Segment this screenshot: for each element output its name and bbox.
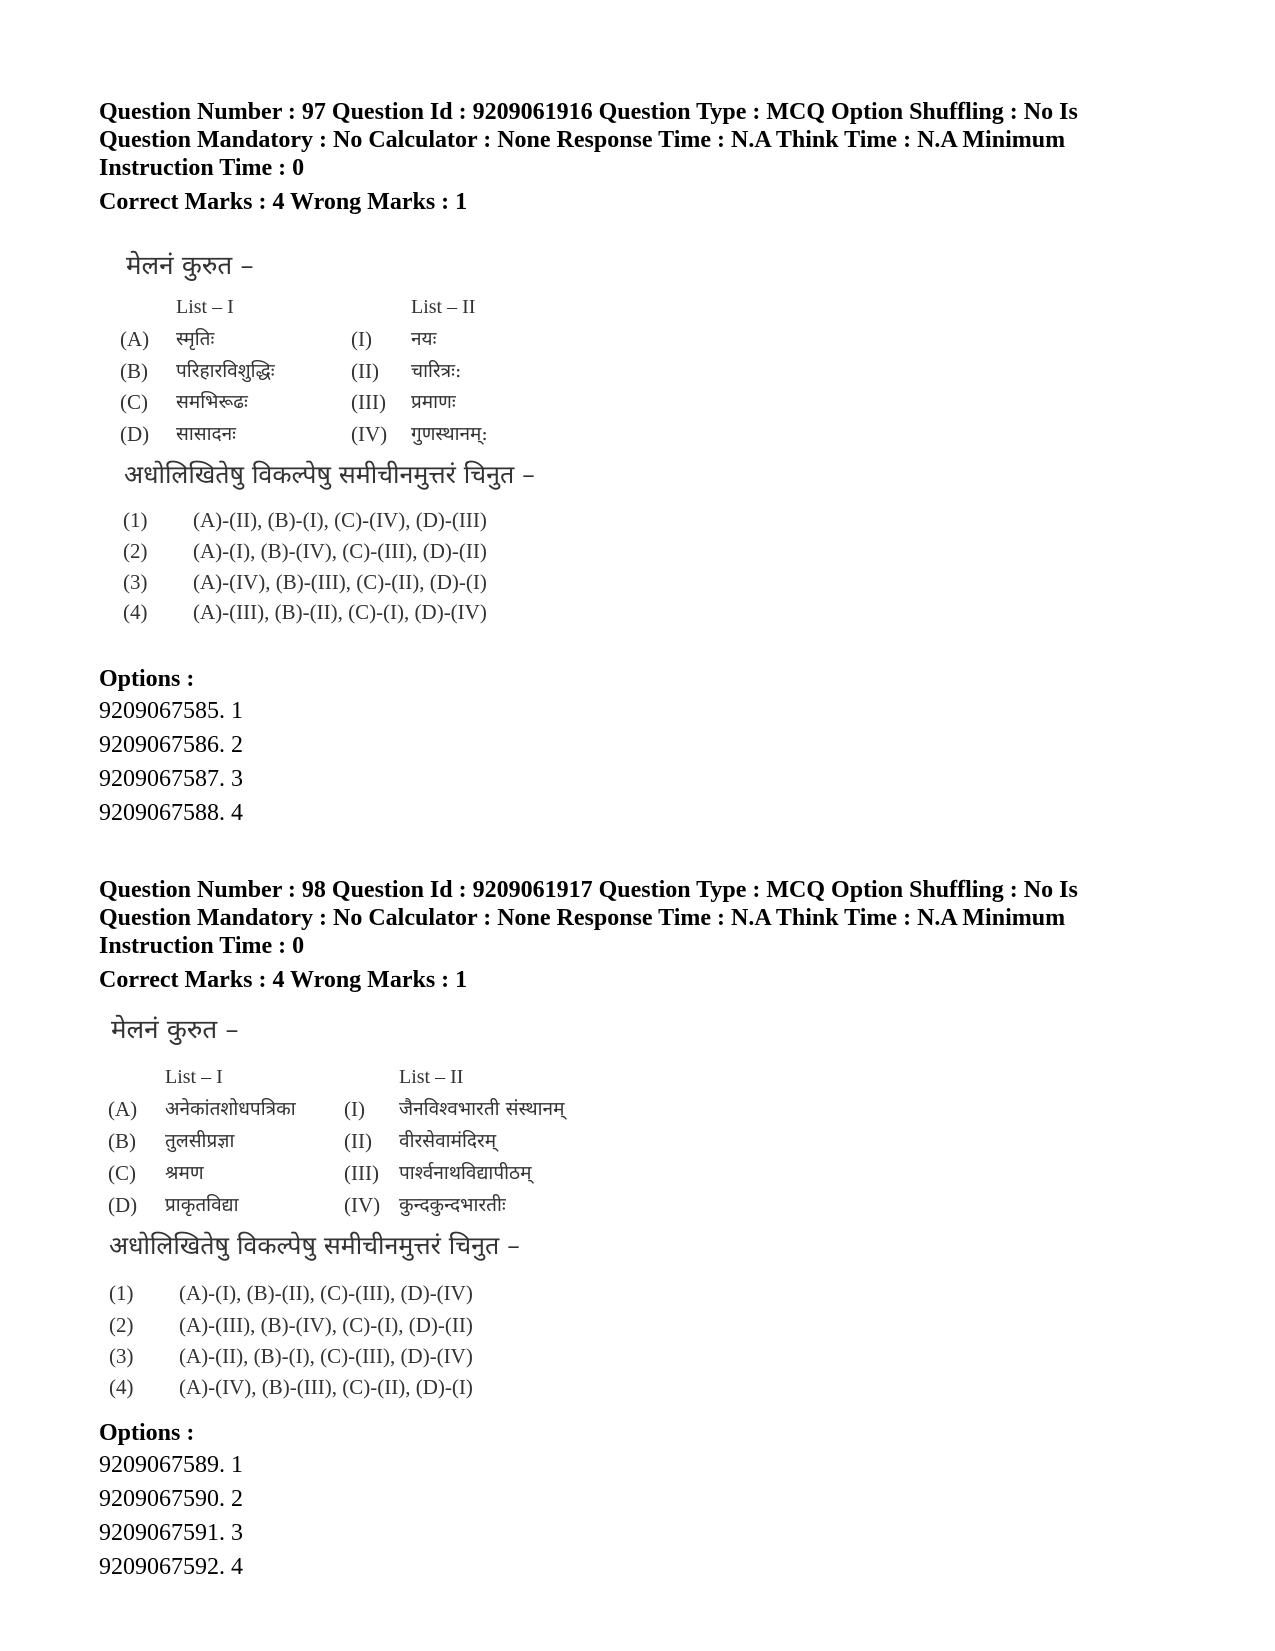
question-meta-line-3: Instruction Time : 0: [99, 933, 305, 959]
option-item[interactable]: 9209067589. 1: [99, 1452, 243, 1478]
options-label: Options :: [99, 1420, 195, 1446]
match-row: (A) अनेकांतशोधपत्रिका (I) जैनविश्वभारती संस्थानम्: [108, 1097, 565, 1121]
match-row: (C) श्रमण (III) पार्श्वनाथविद्यापीठम्: [108, 1161, 532, 1185]
match-title: मेलनं कुरुत –: [126, 251, 254, 281]
question-meta-line-2: Question Mandatory : No Calculator : None Response Time : N.A Think Time : N.A Minimum: [99, 905, 1066, 931]
question-97-image: [113, 246, 573, 636]
choice-item: (1) (A)-(II), (B)-(I), (C)-(IV), (D)-(III): [123, 508, 487, 532]
match-row: (B) तुलसीप्रज्ञा (II) वीरसेवामंदिरम्: [108, 1129, 497, 1153]
list-2-header: List – II: [399, 1066, 464, 1088]
match-title: मेलनं कुरुत –: [111, 1015, 239, 1045]
instruction-text: अधोलिखितेषु विकल्पेषु समीचीनमुत्तरं चिनुत –: [124, 460, 535, 489]
question-98-options: [99, 1418, 243, 1584]
question-97-options: [99, 664, 243, 830]
option-item[interactable]: 9209067591. 3: [99, 1520, 243, 1546]
choice-item: (4) (A)-(IV), (B)-(III), (C)-(II), (D)-(I): [109, 1375, 473, 1399]
match-row: (D) सासादनः (IV) गुणस्थानम्:: [120, 422, 488, 446]
option-item[interactable]: 9209067590. 2: [99, 1486, 243, 1512]
instruction-text: अधोलिखितेषु विकल्पेषु समीचीनमुत्तरं चिनुत –: [109, 1231, 520, 1260]
question-meta-line-2: Question Mandatory : No Calculator : None Response Time : N.A Think Time : N.A Minimum: [99, 127, 1066, 153]
choice-item: (1) (A)-(I), (B)-(II), (C)-(III), (D)-(IV): [109, 1281, 473, 1305]
option-item[interactable]: 9209067588. 4: [99, 800, 243, 826]
question-marks: Correct Marks : 4 Wrong Marks : 1: [99, 189, 468, 215]
option-item[interactable]: 9209067586. 2: [99, 732, 243, 758]
list-2-header: List – II: [411, 296, 476, 318]
option-item[interactable]: 9209067592. 4: [99, 1554, 243, 1580]
question-98-header: [99, 876, 1189, 994]
choice-item: (3) (A)-(IV), (B)-(III), (C)-(II), (D)-(I): [123, 570, 487, 594]
match-row: (D) प्राकृतविद्या (IV) कुन्दकुन्दभारतीः: [108, 1193, 506, 1217]
choice-item: (3) (A)-(II), (B)-(I), (C)-(III), (D)-(IV): [109, 1344, 473, 1368]
question-98-image: [101, 1010, 601, 1410]
list-1-header: List – I: [165, 1066, 223, 1088]
question-meta-line-1: Question Number : 97 Question Id : 9209061916 Question Type : MCQ Option Shuffling : No Is: [99, 99, 1078, 125]
choice-item: (2) (A)-(I), (B)-(IV), (C)-(III), (D)-(II): [123, 539, 487, 563]
match-row: (C) समभिरूढः (III) प्रमाणः: [120, 390, 456, 414]
option-item[interactable]: 9209067585. 1: [99, 698, 243, 724]
question-marks: Correct Marks : 4 Wrong Marks : 1: [99, 967, 468, 993]
list-1-header: List – I: [176, 296, 234, 318]
options-label: Options :: [99, 666, 195, 692]
choice-item: (2) (A)-(III), (B)-(IV), (C)-(I), (D)-(II): [109, 1313, 473, 1337]
question-meta-line-3: Instruction Time : 0: [99, 155, 305, 181]
question-97-header: [99, 98, 1189, 216]
match-row: (B) परिहारविशुद्धिः (II) चारित्रः:: [120, 359, 462, 383]
option-item[interactable]: 9209067587. 3: [99, 766, 243, 792]
question-meta-line-1: Question Number : 98 Question Id : 9209061917 Question Type : MCQ Option Shuffling : No Is: [99, 877, 1078, 903]
choice-item: (4) (A)-(III), (B)-(II), (C)-(I), (D)-(IV): [123, 600, 487, 624]
match-row: (A) स्मृतिः (I) नयः: [120, 327, 437, 351]
